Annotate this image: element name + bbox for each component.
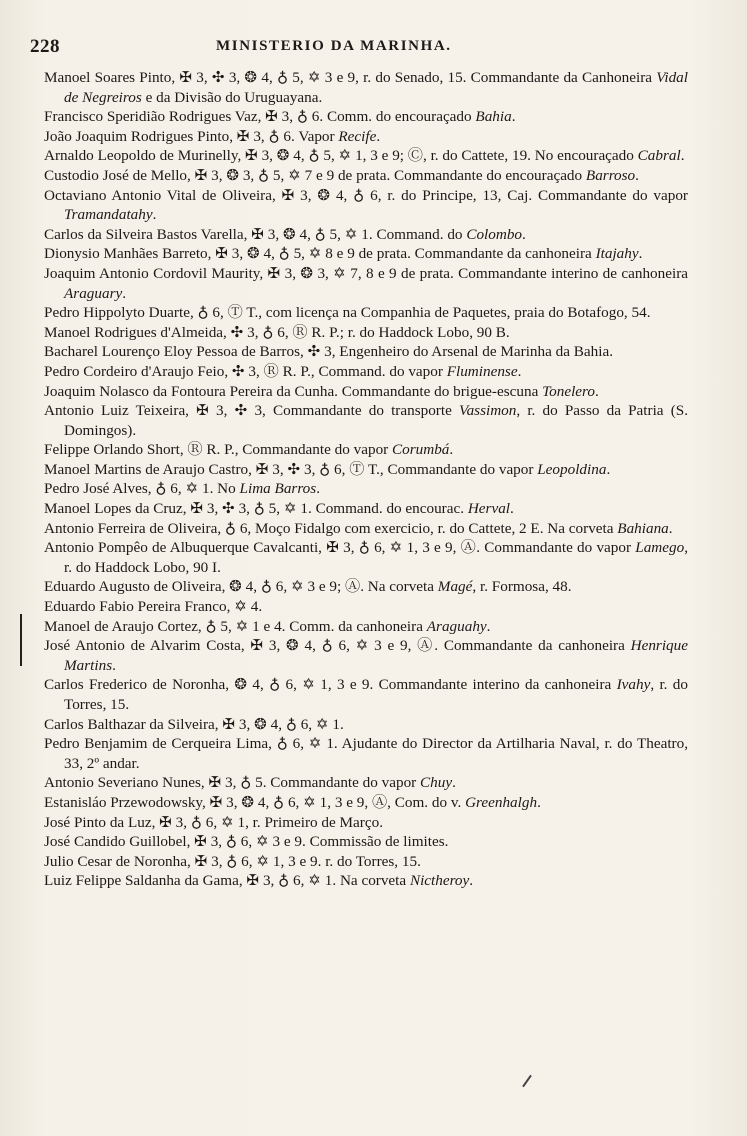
list-entry: [44, 107, 688, 127]
vessel-name: Magé: [437, 578, 473, 596]
entry-text: Pedro Benjamim de Cerqueira Lima, ♁ 6, ✡ 1. Ajudante do Director da Artilharia Naval, r. do Theatro, 33, 2º andar.: [44, 735, 688, 772]
entry-tail: .: [522, 225, 526, 243]
vessel-name: Fluminense: [446, 362, 518, 380]
vessel-name: Araguahy: [426, 617, 487, 635]
entry-tail: .: [511, 108, 516, 126]
vessel-name: Henrique Martins: [64, 637, 688, 674]
officer-list: [44, 68, 688, 891]
list-entry: [44, 166, 688, 186]
list-entry: [44, 440, 688, 460]
margin-mark: [20, 614, 22, 666]
vessel-name: Vidal de Negreiros: [64, 69, 688, 106]
entry-text: Francisco Speridião Rodrigues Vaz, ✠ 3, ♁ 6. Comm. do encouraçado: [44, 108, 476, 126]
entry-text: Antonio Ferreira de Oliveira, ♁ 6, Moço Fidalgo com exercicio, r. do Cattete, 2 E. Na corveta: [44, 519, 618, 537]
vessel-name: Recife: [338, 127, 377, 145]
entry-tail: .: [122, 284, 127, 302]
list-entry: [44, 813, 688, 833]
list-entry: [44, 479, 688, 499]
entry-text: Carlos Frederico de Noronha, ❂ 4, ♁ 6, ✡ 1, 3 e 9. Commandante interino da canhoneira: [44, 676, 617, 694]
list-entry: [44, 852, 688, 872]
page-number: 228: [30, 36, 60, 57]
entry-tail: .: [537, 793, 541, 811]
entry-text: José Candido Guillobel, ✠ 3, ♁ 6, ✡ 3 e 9. Commissão de limites.: [44, 833, 449, 851]
vessel-name: Bahiana: [617, 519, 669, 537]
list-entry: [44, 342, 688, 362]
entry-text: Arnaldo Leopoldo de Murinelly, ✠ 3, ❂ 4, ♁ 5, ✡ 1, 3 e 9; Ⓒ, r. do Cattete, 19. No encouraçado: [44, 147, 638, 165]
entry-tail: , r. do Torres, 15.: [64, 676, 688, 713]
vessel-name: Vassimon: [458, 402, 517, 420]
entry-text: Eduardo Fabio Pereira Franco, ✡ 4.: [44, 598, 263, 616]
entry-tail: .: [635, 166, 639, 184]
entry-text: José Pinto da Luz, ✠ 3, ♁ 6, ✡ 1, r. Primeiro de Março.: [44, 813, 383, 831]
entry-tail: .: [112, 656, 116, 674]
entry-tail: , r. do Passo da Patria (S. Domingos).: [64, 402, 688, 439]
list-entry: [44, 244, 688, 264]
list-entry: [44, 264, 688, 303]
list-entry: [44, 186, 688, 225]
entry-tail: .: [376, 127, 381, 145]
entry-text: Carlos Balthazar da Silveira, ✠ 3, ❂ 4, ♁ 6, ✡ 1.: [44, 715, 344, 733]
vessel-name: Nictheroy: [409, 872, 470, 890]
list-entry: [44, 675, 688, 714]
entry-tail: .: [510, 500, 514, 518]
entry-text: João Joaquim Rodrigues Pinto, ✠ 3, ♁ 6. Vapor: [44, 127, 339, 145]
entry-tail: .: [680, 147, 685, 165]
list-entry: [44, 715, 688, 735]
entry-text: Octaviano Antonio Vital de Oliveira, ✠ 3, ❂ 4, ♁ 6, r. do Principe, 13, Caj. Commandante do vapor: [44, 186, 688, 204]
list-entry: [44, 636, 688, 675]
list-entry: [44, 773, 688, 793]
running-title: MINISTERIO DA MARINHA.: [216, 38, 452, 54]
entry-text: Manoel Rodrigues d'Almeida, ✣ 3, ♁ 6, Ⓡ R. P.; r. do Haddock Lobo, 90 B.: [44, 323, 510, 341]
entry-text: Manoel Lopes da Cruz, ✠ 3, ✣ 3, ♁ 5, ✡ 1. Command. do encourac.: [44, 500, 468, 518]
vessel-name: Bahia: [475, 108, 512, 126]
entry-text: Pedro Hippolyto Duarte, ♁ 6, Ⓣ T., com licença na Companhia de Paquetes, praia do Botafogo, 54.: [44, 304, 651, 322]
entry-text: Julio Cesar de Noronha, ✠ 3, ♁ 6, ✡ 1, 3 e 9. r. do Torres, 15.: [44, 852, 421, 870]
entry-text: Carlos da Silveira Bastos Varella, ✠ 3, ❂ 4, ♁ 5, ✡ 1. Command. do: [44, 225, 467, 243]
list-entry: [44, 127, 688, 147]
list-entry: [44, 460, 688, 480]
list-entry: [44, 597, 688, 617]
list-entry: [44, 362, 688, 382]
entry-text: Felippe Orlando Short, Ⓡ R. P., Commandante do vapor: [44, 441, 393, 459]
entry-text: Eduardo Augusto de Oliveira, ❂ 4, ♁ 6, ✡ 3 e 9; Ⓐ. Na corveta: [44, 578, 438, 596]
page-header: [30, 36, 720, 60]
vessel-name: Barroso: [585, 166, 636, 184]
entry-text: Joaquim Antonio Cordovil Maurity, ✠ 3, ❂ 3, ✡ 7, 8 e 9 de prata. Commandante interino de canhoneira: [44, 264, 688, 282]
entry-tail: , r. Formosa, 48.: [472, 578, 572, 596]
entry-tail: .: [638, 245, 643, 263]
entry-tail: .: [486, 617, 491, 635]
list-entry: [44, 225, 688, 245]
list-entry: [44, 577, 688, 597]
vessel-name: Chuy: [420, 774, 453, 792]
entry-text: Bacharel Lourenço Eloy Pessoa de Barros, ✣ 3, Engenheiro do Arsenal de Marinha da Bahia.: [44, 343, 614, 361]
vessel-name: Lima Barros: [239, 480, 317, 498]
entry-tail: e da Divisão do Uruguayana.: [141, 88, 323, 106]
list-entry: [44, 734, 688, 773]
entry-text: Estanisláo Przewodowsky, ✠ 3, ❂ 4, ♁ 6, ✡ 1, 3 e 9, Ⓐ, Com. do v.: [44, 793, 466, 811]
list-entry: [44, 832, 688, 852]
vessel-name: Herval: [467, 500, 511, 518]
entry-tail: .: [316, 480, 320, 498]
list-entry: [44, 68, 688, 107]
entry-text: Joaquim Nolasco da Fontoura Pereira da Cunha. Commandante do brigue-escuna: [44, 382, 543, 400]
list-entry: [44, 323, 688, 343]
list-entry: [44, 382, 688, 402]
list-entry: [44, 538, 688, 577]
entry-text: Antonio Luiz Teixeira, ✠ 3, ✣ 3, Commandante do transporte: [44, 402, 459, 420]
entry-tail: .: [668, 519, 673, 537]
vessel-name: Itajahy: [595, 245, 639, 263]
vessel-name: Greenhalgh: [465, 793, 538, 811]
entry-text: Antonio Severiano Nunes, ✠ 3, ♁ 5. Commandante do vapor: [44, 774, 421, 792]
entry-tail: .: [452, 774, 456, 792]
list-entry: [44, 519, 688, 539]
entry-text: José Antonio de Alvarim Costa, ✠ 3, ❂ 4, ♁ 6, ✡ 3 e 9, Ⓐ. Commandante da canhoneira: [44, 637, 631, 655]
entry-tail: .: [449, 441, 454, 459]
vessel-name: Corumbá: [392, 441, 450, 459]
vessel-name: Ivahy: [616, 676, 651, 694]
entry-tail: .: [469, 872, 474, 890]
vessel-name: Tonelero: [542, 382, 595, 400]
entry-text: Antonio Pompêo de Albuquerque Cavalcanti, ✠ 3, ♁ 6, ✡ 1, 3 e 9, Ⓐ. Commandante do vapor: [44, 539, 636, 557]
ink-mark: [522, 1075, 532, 1088]
entry-tail: , r. do Haddock Lobo, 90 I.: [64, 539, 688, 576]
vessel-name: Araguary: [64, 284, 123, 302]
list-entry: [44, 617, 688, 637]
entry-text: Luiz Felippe Saldanha da Gama, ✠ 3, ♁ 6, ✡ 1. Na corveta: [44, 872, 410, 890]
entry-text: Manoel Soares Pinto, ✠ 3, ✣ 3, ❂ 4, ♁ 5, ✡ 3 e 9, r. do Senado, 15. Commandante da Canhoneira: [44, 69, 657, 86]
entry-tail: .: [152, 206, 157, 224]
entry-text: Manoel Martins de Araujo Castro, ✠ 3, ✣ 3, ♁ 6, Ⓣ T., Commandante do vapor: [44, 460, 538, 478]
vessel-name: Tramandatahy: [64, 206, 153, 224]
list-entry: [44, 401, 688, 440]
entry-text: Pedro José Alves, ♁ 6, ✡ 1. No: [44, 480, 240, 498]
entry-tail: .: [517, 362, 522, 380]
vessel-name: Leopoldina: [537, 460, 607, 478]
vessel-name: Lamego: [635, 539, 685, 557]
entry-text: Dionysio Manhães Barreto, ✠ 3, ❂ 4, ♁ 5, ✡ 8 e 9 de prata. Commandante da canhoneira: [44, 245, 596, 263]
entry-text: Custodio José de Mello, ✠ 3, ❂ 3, ♁ 5, ✡ 7 e 9 de prata. Commandante do encouraçado: [44, 166, 586, 184]
entry-text: Pedro Cordeiro d'Araujo Feio, ✣ 3, Ⓡ R. P., Command. do vapor: [44, 362, 447, 380]
list-entry: [44, 303, 688, 323]
entry-tail: .: [595, 382, 599, 400]
entry-text: Manoel de Araujo Cortez, ♁ 5, ✡ 1 e 4. Comm. da canhoneira: [44, 617, 427, 635]
list-entry: [44, 146, 688, 166]
entry-tail: .: [606, 460, 611, 478]
list-entry: [44, 793, 688, 813]
vessel-name: Cabral: [637, 147, 681, 165]
list-entry: [44, 871, 688, 891]
list-entry: [44, 499, 688, 519]
vessel-name: Colombo: [466, 225, 523, 243]
